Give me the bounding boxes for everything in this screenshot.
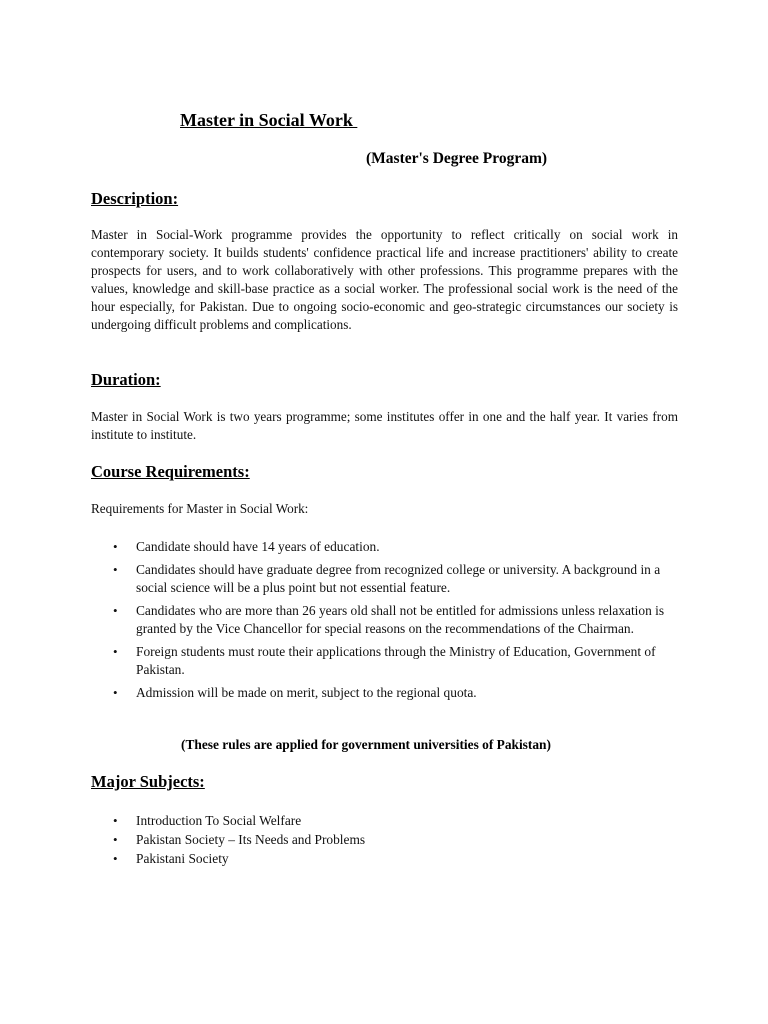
description-text: Master in Social-Work programme provides the opportunity to reflect critically on social work in contemporary society. It builds students' confidence practical life and increase practitioners' ability to create prospects for users, and to work collaboratively with other professions. This programme prepares with the values, knowledge and skill-base practice as a social worker. The professional social work is the need of the hour especially, for Pakistan. Due to ongoing socio-economic and geo-strategic circumstances our society is undergoing difficult problems and complications. (91, 227, 678, 332)
requirement-text: Candidates who are more than 26 years old shall not be entitled for admissions unless relaxation is granted by the Vice Chancellor for special reasons on the recommendations of the Chairman. (136, 603, 665, 636)
list-item (0, 684, 676, 702)
duration-heading: Duration: (91, 370, 161, 389)
bullet-icon: • (113, 644, 118, 659)
bullet-icon: • (113, 851, 118, 866)
subjects-heading: Major Subjects: (91, 772, 205, 791)
requirements-intro: Requirements for Master in Social Work: (91, 501, 309, 516)
bullet-icon: • (113, 562, 118, 577)
subject-text: Introduction To Social Welfare (136, 813, 302, 828)
list-item (0, 602, 676, 638)
requirement-text: Admission will be made on merit, subject to the regional quota. (136, 685, 477, 700)
requirement-text: Candidate should have 14 years of education. (136, 539, 380, 554)
description-heading: Description: (91, 189, 179, 208)
bullet-icon: • (113, 603, 118, 618)
bullet-icon: • (113, 685, 118, 700)
subject-text: Pakistani Society (136, 851, 229, 866)
requirement-text: Foreign students must route their applications through the Ministry of Education, Government of Pakistan. (136, 644, 656, 677)
bullet-icon: • (113, 539, 118, 554)
subject-text: Pakistan Society – Its Needs and Problems (136, 832, 366, 847)
requirements-note: (These rules are applied for government universities of Pakistan) (181, 737, 551, 752)
list-item (0, 812, 676, 830)
list-item (0, 538, 676, 556)
list-item (0, 561, 676, 597)
document-title: Master in Social Work (180, 110, 358, 130)
list-item (0, 831, 676, 849)
document-subtitle: (Master's Degree Program) (366, 150, 548, 167)
list-item (0, 643, 676, 679)
bullet-icon: • (113, 813, 118, 828)
requirement-text: Candidates should have graduate degree from recognized college or university. A background in a social science will be a plus point but not essential feature. (136, 562, 661, 595)
bullet-icon: • (113, 832, 118, 847)
subjects-list (0, 812, 676, 869)
requirements-list (0, 538, 676, 707)
requirements-heading: Course Requirements: (91, 462, 250, 481)
list-item (0, 850, 676, 868)
duration-text: Master in Social Work is two years programme; some institutes offer in one and the half year. It varies from institute to institute. (91, 409, 678, 442)
